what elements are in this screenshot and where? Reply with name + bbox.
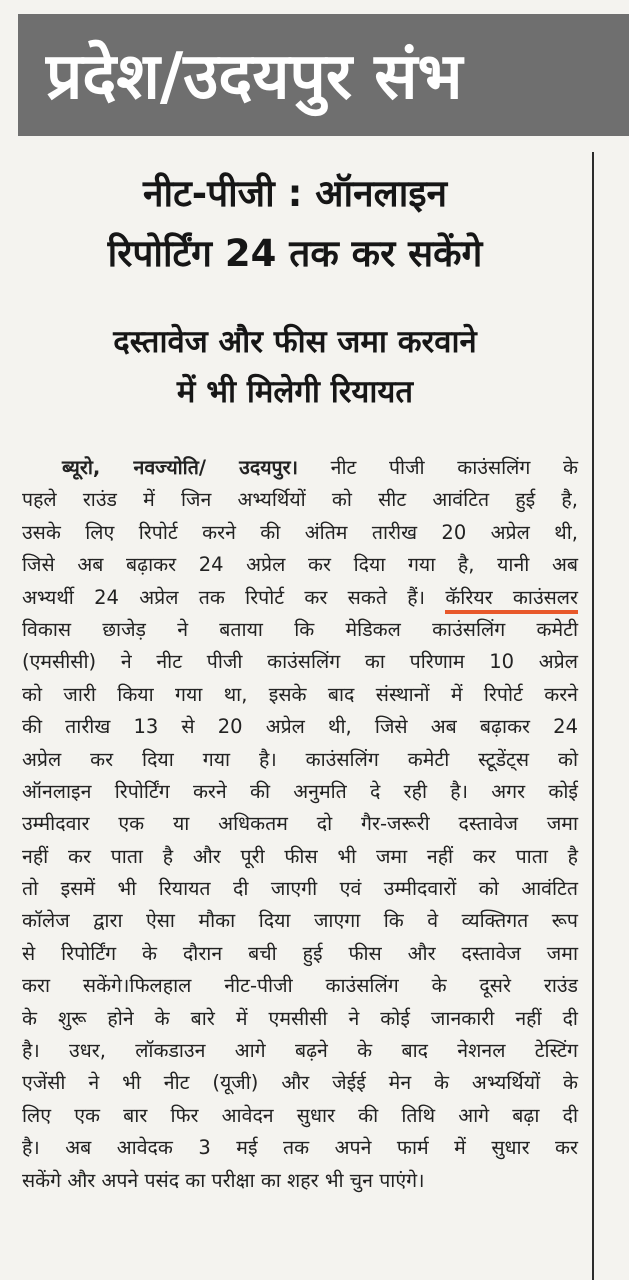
body-line-20: एजेंसी ने भी नीट (यूजी) और जेईई मेन के अभ्यर्थियों के	[22, 1071, 578, 1095]
body-line-1	[22, 452, 578, 484]
body-line-15: कॉलेज द्वारा ऐसा मौका दिया जाएगा कि वे व्यक्तिगत रूप	[22, 909, 578, 933]
body-text: अभ्यर्थी 24 अप्रेल तक रिपोर्ट कर सकते हैं।	[22, 585, 426, 609]
body-line-11: ऑनलाइन रिपोर्टिंग करने की अनुमति दे रही है। अगर कोई	[22, 779, 578, 803]
highlighted-phrase: कॅरियर काउंसलर	[445, 586, 578, 614]
body-line-17: करा सकेंगे।फिलहाल नीट-पीजी काउंसलिंग के दूसरे राउंड	[22, 974, 578, 998]
body-line-4: जिसे अब बढ़ाकर 24 अप्रेल कर दिया गया है, यानी अब	[22, 553, 578, 577]
subheadline-line-2: में भी मिलेगी रियायत	[176, 374, 414, 410]
body-line-5	[22, 582, 578, 614]
body-line-9: की तारीख 13 से 20 अप्रेल थी, जिसे अब बढ़ाकर 24	[22, 715, 578, 739]
article-body	[22, 452, 578, 1197]
body-line-14: तो इसमें भी रियायत दी जाएगी एवं उम्मीदवारों को आवंटित	[22, 877, 578, 901]
body-line-18: के शुरू होने के बारे में एमसीसी ने कोई जानकारी नहीं दी	[22, 1006, 578, 1030]
body-line-13: नहीं कर पाता है और पूरी फीस भी जमा नहीं कर पाता है	[22, 844, 578, 868]
subheadline-line-1: दस्तावेज और फीस जमा करवाने	[113, 324, 477, 360]
body-text: नीट पीजी काउंसलिंग के	[330, 456, 578, 479]
body-line-19: है। उधर, लॉकडाउन आगे बढ़ने के बाद नेशनल टेस्टिंग	[22, 1039, 578, 1063]
headline-line-1: नीट-पीजी : ऑनलाइन	[142, 172, 448, 215]
body-line-23: सकेंगे और अपने पसंद का परीक्षा का शहर भी चुन पाएंगे।	[22, 1168, 425, 1192]
column-divider	[592, 152, 594, 1280]
body-line-16: से रिपोर्टिंग के दौरान बची हुई फीस और दस्तावेज जमा	[22, 941, 578, 965]
section-header-bar	[18, 14, 629, 136]
body-line-10: अप्रेल कर दिया गया है। काउंसलिंग कमेटी स्टूडेंट्स को	[22, 747, 578, 771]
body-line-21: लिए एक बार फिर आवेदन सुधार की तिथि आगे बढ़ा दी	[22, 1103, 578, 1127]
body-line-6: विकास छाजेड़ ने बताया कि मेडिकल काउंसलिंग कमेटी	[22, 617, 578, 641]
body-line-8: को जारी किया गया था, इसके बाद संस्थानों में रिपोर्ट करने	[22, 682, 578, 706]
body-line-2: पहले राउंड में जिन अभ्यर्थियों को सीट आवंटित हुई है,	[22, 488, 578, 512]
body-line-3: उसके लिए रिपोर्ट करने की अंतिम तारीख 20 अप्रेल थी,	[22, 520, 578, 544]
headline-line-2: रिपोर्टिंग 24 तक कर सकेंगे	[107, 232, 483, 275]
body-line-22: है। अब आवेदक 3 मई तक अपने फार्म में सुधार कर	[22, 1136, 578, 1160]
body-line-12: उम्मीदवार एक या अधिकतम दो गैर-जरूरी दस्तावेज जमा	[22, 812, 578, 836]
body-line-7: (एमसीसी) ने नीट पीजी काउंसलिंग का परिणाम 10 अप्रेल	[22, 650, 578, 674]
byline: ब्यूरो, नवज्योति/ उदयपुर।	[62, 456, 298, 479]
section-header-text: प्रदेश/उदयपुर संभ	[46, 40, 463, 114]
